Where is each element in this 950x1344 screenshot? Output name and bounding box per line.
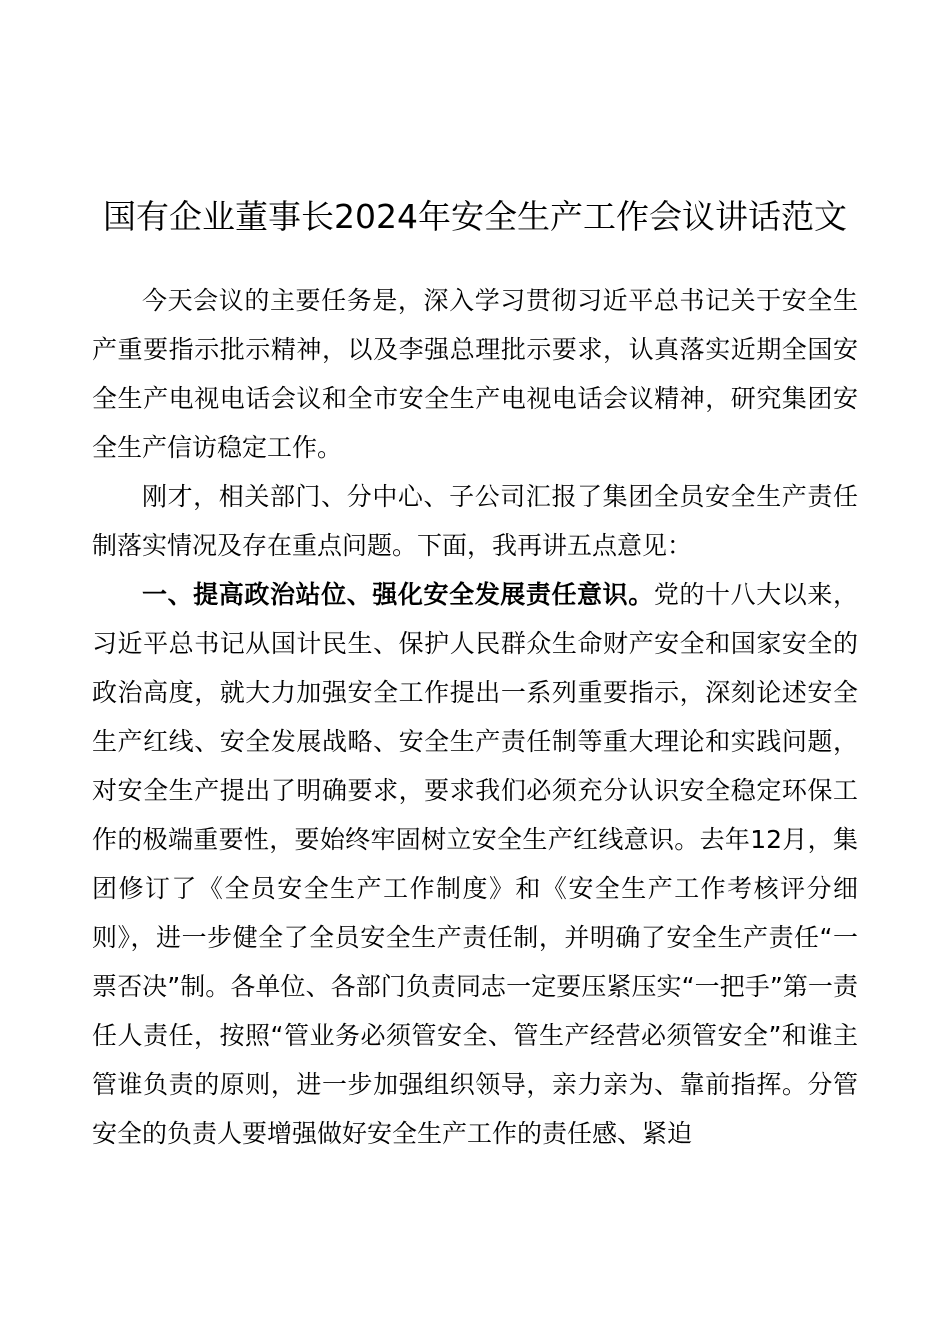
section-heading: 一、提高政治站位、强化安全发展责任意识。 <box>142 580 654 609</box>
paragraph-1 <box>92 276 858 472</box>
paragraph-text: 党的十八大以来，习近平总书记从国计民生、保护人民群众生命财产安全和国家安全的政治高度，就大力加强安全工作提出一系列重要指示，深刻论述安全生产红线、安全发展战略、安全生产责任制等重大理论和实践问题，对安全生产提出了明确要求，要求我们必须充分认识安全稳定环保工作的极端重要性，要始终牢固树立安全生产红线意识。去年12月，集团修订了《全员安全生产工作制度》和《安全生产工作考核评分细则》，进一步健全了全员安全生产责任制，并明确了安全生产责任“一票否决”制。各单位、各部门负责同志一定要压紧压实“一把手”第一责任人责任，按照“管业务必须管安全、管生产经营必须管安全”和谁主管谁负责的原则，进一步加强组织领导，亲力亲为、靠前指挥。分管安全的负责人要增强做好安全生产工作的责任感、紧迫 <box>92 580 858 1148</box>
paragraph-3 <box>92 570 858 1158</box>
document-title: 国有企业董事长2024年安全生产工作会议讲话范文 <box>103 197 847 237</box>
paragraph-text: 刚才，相关部门、分中心、子公司汇报了集团全员安全生产责任制落实情况及存在重点问题。下面，我再讲五点意见： <box>92 482 858 560</box>
document-body <box>92 276 858 1158</box>
paragraph-text: 今天会议的主要任务是，深入学习贯彻习近平总书记关于安全生产重要指示批示精神，以及李强总理批示要求，认真落实近期全国安全生产电视电话会议和全市安全生产电视电话会议精神，研究集团安全生产信访稳定工作。 <box>92 286 858 462</box>
paragraph-2 <box>92 472 858 570</box>
